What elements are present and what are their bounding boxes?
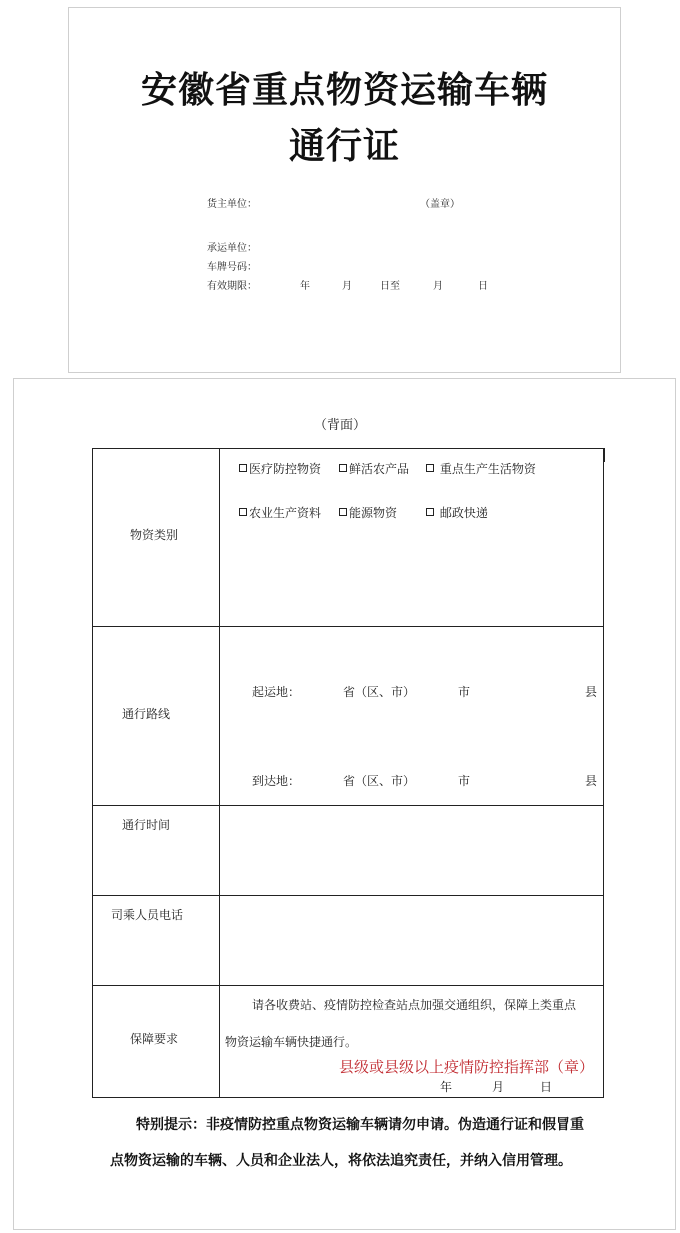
plate-label: 车牌号码： <box>207 262 257 273</box>
dest-label: 到达地： <box>252 774 301 788</box>
guarantee-text-1: 请各收费站、疫情防控检查站点加强交通组织，保障上类重点 <box>252 998 577 1012</box>
back-heading: （背面） <box>313 418 366 433</box>
origin-label: 起运地： <box>252 685 301 699</box>
checkbox-square-icon <box>239 464 247 472</box>
dest-province: 省（区、市） <box>343 774 416 788</box>
time-label: 通行时间 <box>122 818 171 832</box>
category-label: 物资类别 <box>130 528 179 542</box>
checkbox-square-icon <box>426 464 434 472</box>
origin-city: 市 <box>458 685 471 699</box>
checkbox-square-icon <box>339 508 347 516</box>
carrier-label: 承运单位： <box>207 243 257 254</box>
origin-county: 县 <box>585 685 598 699</box>
notice-line-2: 点物资运输的车辆、人员和企业法人，将依法追究责任，并纳入信用管理。 <box>110 1153 572 1169</box>
checkbox-square-icon <box>426 508 434 516</box>
dest-county: 县 <box>585 774 598 788</box>
validity-day-to: 日至 <box>380 281 400 292</box>
origin-province: 省（区、市） <box>343 685 416 699</box>
checkbox-square-icon <box>339 464 347 472</box>
checkbox-fresh-produce[interactable]: 鲜活农产品 <box>339 460 409 477</box>
checkbox-energy[interactable]: 能源物资 <box>339 504 397 521</box>
checkbox-postal[interactable]: 邮政快递 <box>426 504 488 521</box>
checkbox-medical[interactable]: 医疗防控物资 <box>239 460 321 477</box>
date-month: 月 <box>492 1080 505 1094</box>
authority-stamp-text: 县级或县级以上疫情防控指挥部（章） <box>339 1058 595 1076</box>
validity-year: 年 <box>300 281 310 292</box>
checkbox-key-supplies[interactable]: 重点生产生活物资 <box>426 460 536 477</box>
date-day: 日 <box>540 1080 553 1094</box>
validity-day2: 日 <box>478 281 488 292</box>
seal-label: （盖章） <box>420 199 460 210</box>
checkbox-square-icon <box>239 508 247 516</box>
guarantee-label: 保障要求 <box>130 1032 179 1046</box>
validity-month2: 月 <box>433 281 443 292</box>
checkbox-agricultural[interactable]: 农业生产资料 <box>239 504 321 521</box>
front-title-line1: 安徽省重点物资运输车辆 <box>140 70 548 111</box>
phone-label: 司乘人员电话 <box>111 908 184 922</box>
guarantee-text-2: 物资运输车辆快捷通行。 <box>225 1035 358 1049</box>
notice-line-1: 特别提示：非疫情防控重点物资运输车辆请勿申请。伪造通行证和假冒重 <box>136 1117 584 1133</box>
front-title-line2: 通行证 <box>288 126 400 167</box>
validity-label: 有效期限： <box>207 281 257 292</box>
cargo-owner-label: 货主单位： <box>207 199 257 210</box>
date-year: 年 <box>440 1080 453 1094</box>
route-label: 通行路线 <box>122 707 171 721</box>
validity-month: 月 <box>342 281 352 292</box>
dest-city: 市 <box>458 774 471 788</box>
